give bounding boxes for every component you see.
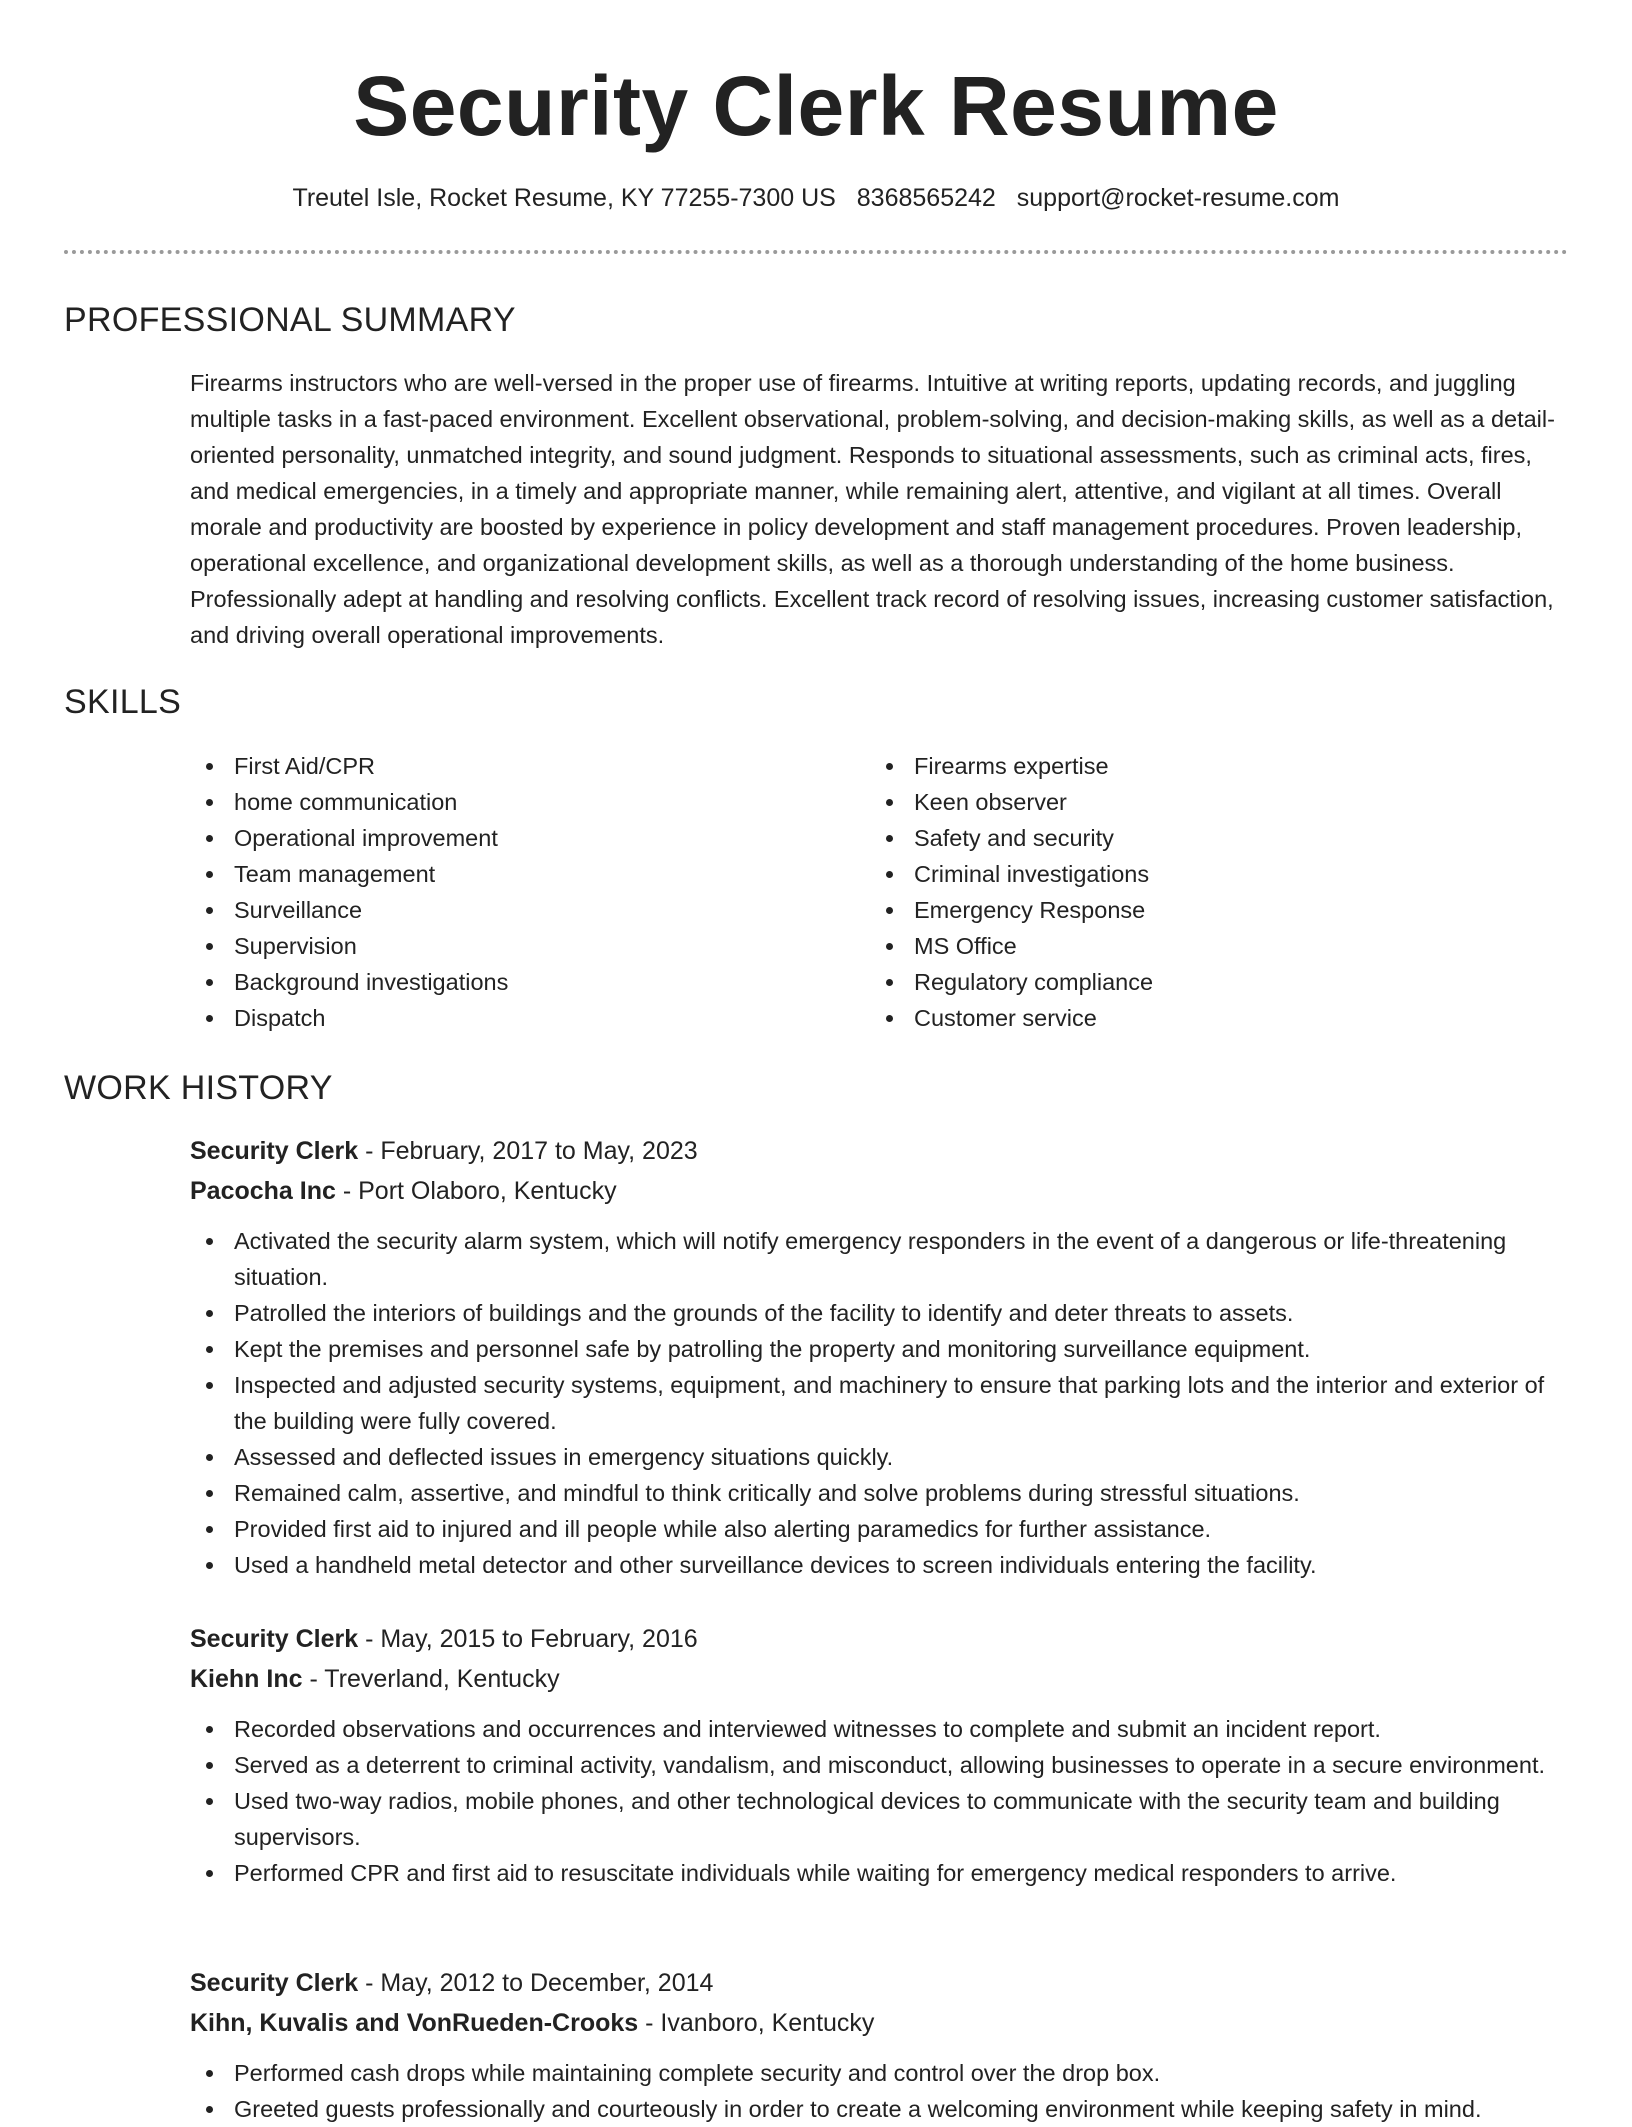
- job-duty: Remained calm, assertive, and mindful to think critically and solve problems during stressful situations.: [190, 1475, 1568, 1511]
- job-location: - Port Olaboro, Kentucky: [335, 1177, 617, 1205]
- job-duty: Inspected and adjusted security systems, equipment, and machinery to ensure that parking lots and the interior and exterior of the building were fully covered.: [190, 1367, 1568, 1439]
- skill-item: Background investigations: [190, 964, 870, 1000]
- header-divider: [64, 250, 1568, 254]
- job-role: Security Clerk: [190, 1969, 359, 1997]
- skill-item: Team management: [190, 856, 870, 892]
- skill-item: home communication: [190, 784, 870, 820]
- contact-info: [0, 180, 1632, 216]
- contact-phone: 8368565242: [856, 184, 996, 212]
- job-duties: [190, 1223, 1568, 1583]
- skill-item: Customer service: [870, 1000, 1550, 1036]
- job-duty: Recorded observations and occurrences and interviewed witnesses to complete and submit an incident report.: [190, 1711, 1568, 1747]
- page-title: Security Clerk Resume: [353, 59, 1279, 153]
- contact-email: support@rocket-resume.com: [1016, 184, 1340, 212]
- job-company: Kiehn Inc: [190, 1665, 303, 1693]
- job-role: Security Clerk: [190, 1625, 359, 1653]
- job-company: Pacocha Inc: [190, 1177, 336, 1205]
- job-duty: Greeted guests professionally and courteously in order to create a welcoming environment while keeping safety in mind.: [190, 2091, 1568, 2127]
- work-history-heading: WORK HISTORY: [64, 1069, 333, 1107]
- job-duties: [190, 2055, 1568, 2127]
- job-entry: [190, 1619, 1568, 1891]
- skill-item: Regulatory compliance: [870, 964, 1550, 1000]
- skill-item: Supervision: [190, 928, 870, 964]
- job-duty: Used a handheld metal detector and other surveillance devices to screen individuals entering the facility.: [190, 1547, 1568, 1583]
- job-location: - Treverland, Kentucky: [302, 1665, 560, 1693]
- summary-heading: PROFESSIONAL SUMMARY: [64, 301, 516, 339]
- contact-address: Treutel Isle, Rocket Resume, KY 77255-7300 US: [292, 184, 836, 212]
- skill-item: Dispatch: [190, 1000, 870, 1036]
- job-dates: - May, 2015 to February, 2016: [358, 1625, 698, 1653]
- skill-item: Operational improvement: [190, 820, 870, 856]
- job-duty: Patrolled the interiors of buildings and the grounds of the facility to identify and deter threats to assets.: [190, 1295, 1568, 1331]
- skill-item: Criminal investigations: [870, 856, 1550, 892]
- job-company-line: [190, 1659, 1568, 1699]
- skill-item: Safety and security: [870, 820, 1550, 856]
- skill-item: First Aid/CPR: [190, 748, 870, 784]
- job-duty: Assessed and deflected issues in emergency situations quickly.: [190, 1439, 1568, 1475]
- skill-item: Keen observer: [870, 784, 1550, 820]
- skill-item: MS Office: [870, 928, 1550, 964]
- job-entry: [190, 1131, 1568, 1583]
- job-company: Kihn, Kuvalis and VonRueden-Crooks: [190, 2009, 639, 2037]
- summary-text: Firearms instructors who are well-versed in the proper use of firearms. Intuitive at writing reports, updating records, and juggling multiple tasks in a fast-paced environment. Excellent observational, problem-solving, and decision-making skills, as well as a detail-oriented personality, unmatched integrity, and sound judgment. Responds to situational assessments, such as criminal acts, fires, and medical emergencies, in a timely and appropriate manner, while remaining alert, attentive, and vigilant at all times. Overall morale and productivity are boosted by experience in policy development and staff management procedures. Proven leadership, operational excellence, and organizational development skills, as well as a thorough understanding of the home business. Professionally adept at handling and resolving conflicts. Excellent track record of resolving issues, increasing customer satisfaction, and driving overall operational improvements.: [190, 370, 1555, 648]
- job-duties: [190, 1711, 1568, 1891]
- job-role: Security Clerk: [190, 1137, 359, 1165]
- skill-item: Surveillance: [190, 892, 870, 928]
- job-duty: Kept the premises and personnel safe by patrolling the property and monitoring surveillance equipment.: [190, 1331, 1568, 1367]
- job-duty: Served as a deterrent to criminal activity, vandalism, and misconduct, allowing businesses to operate in a secure environment.: [190, 1747, 1568, 1783]
- job-title-line: [190, 1619, 1568, 1659]
- job-title-line: [190, 1131, 1568, 1171]
- skill-item: Emergency Response: [870, 892, 1550, 928]
- job-dates: - February, 2017 to May, 2023: [358, 1137, 698, 1165]
- skills-list: [190, 748, 1568, 1036]
- skills-column-right: [870, 748, 1550, 1036]
- job-title-line: [190, 1963, 1568, 2003]
- skills-heading: SKILLS: [64, 683, 182, 721]
- job-duty: Used two-way radios, mobile phones, and other technological devices to communicate with the security team and building supervisors.: [190, 1783, 1568, 1855]
- job-duty: Performed CPR and first aid to resuscitate individuals while waiting for emergency medical responders to arrive.: [190, 1855, 1568, 1891]
- job-duty: Provided first aid to injured and ill people while also alerting paramedics for further assistance.: [190, 1511, 1568, 1547]
- job-duty: Activated the security alarm system, which will notify emergency responders in the event of a dangerous or life-threatening situation.: [190, 1223, 1568, 1295]
- job-company-line: [190, 1171, 1568, 1211]
- job-dates: - May, 2012 to December, 2014: [358, 1969, 714, 1997]
- job-duty: Performed cash drops while maintaining complete security and control over the drop box.: [190, 2055, 1568, 2091]
- job-company-line: [190, 2003, 1568, 2043]
- job-location: - Ivanboro, Kentucky: [638, 2009, 875, 2037]
- job-entry: [190, 1963, 1568, 2127]
- skill-item: Firearms expertise: [870, 748, 1550, 784]
- skills-column-left: [190, 748, 870, 1036]
